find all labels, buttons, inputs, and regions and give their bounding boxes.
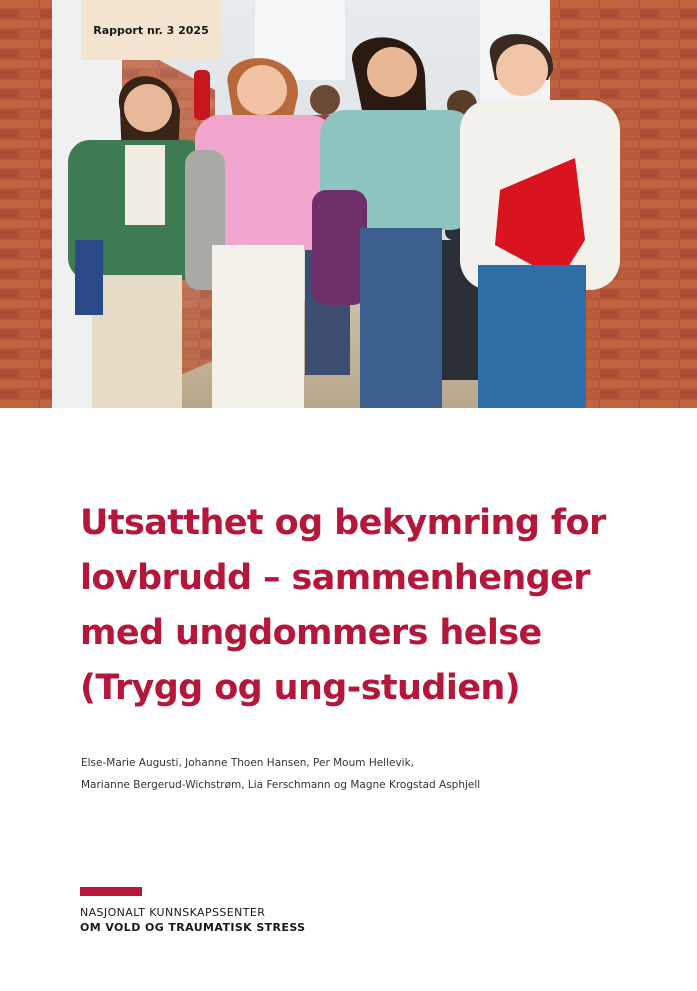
report-title (80, 496, 660, 716)
publisher-logo-bar (80, 887, 142, 896)
title-line: (Trygg og ung-studien) (80, 668, 521, 708)
students-hallway-illustration (0, 0, 697, 408)
publisher-name (80, 905, 306, 935)
publisher-line: NASJONALT KUNNSKAPSSENTER (80, 906, 266, 919)
title-line: lovbrudd – sammenhenger (80, 558, 590, 598)
publisher-line: OM VOLD OG TRAUMATISK STRESS (80, 921, 306, 934)
title-line: Utsatthet og bekymring for (80, 503, 606, 543)
author-line: Else-Marie Augusti, Johanne Thoen Hansen, Per Moum Hellevik, (81, 757, 415, 769)
report-number-label: Rapport nr. 3 2025 (81, 0, 221, 60)
author-list (81, 752, 641, 796)
cover-photo (0, 0, 697, 408)
author-line: Marianne Bergerud-Wichstrøm, Lia Ferschmann og Magne Krogstad Asphjell (81, 779, 481, 791)
title-line: med ungdommers helse (80, 613, 542, 653)
